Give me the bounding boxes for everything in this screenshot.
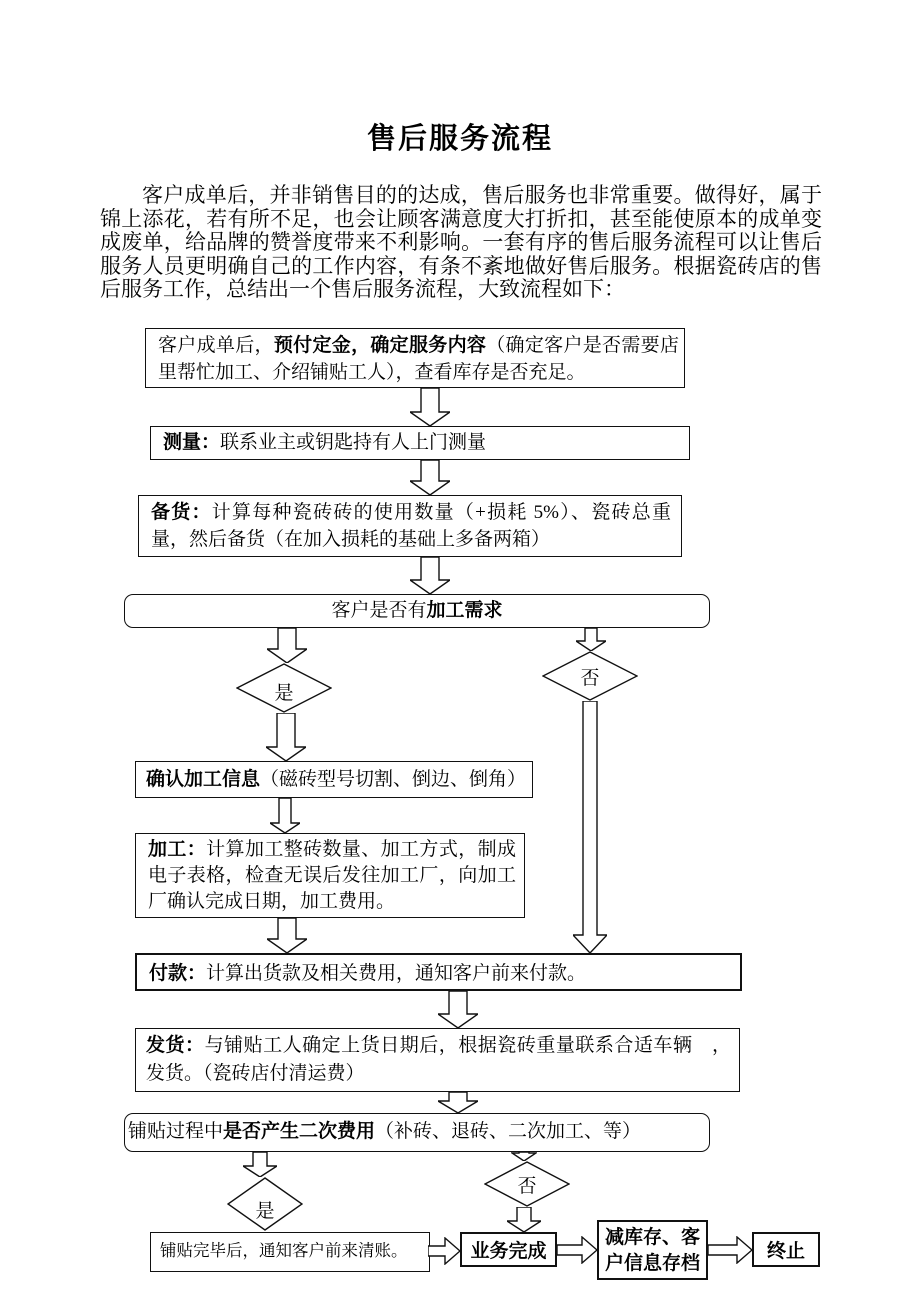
step-measure-text-bold: 测量： — [163, 432, 221, 453]
step-confirm-text-bold: 确认加工信息 — [146, 769, 261, 790]
step-payment-box — [135, 953, 742, 991]
decision-need-processing-box — [124, 594, 710, 628]
step-measure-text-post: 联系业主或钥匙持有人上门测量 — [220, 432, 487, 453]
arrow-measure-to-stock — [410, 460, 450, 495]
step-payment-text-post: 计算出货款及相关费用，通知客户前来付款。 — [206, 963, 587, 984]
step-confirm-text-post: （磁砖型号切割、倒边、倒角） — [260, 769, 527, 790]
step-settle-text: 铺贴完毕后，通知客户前来清账。 — [160, 1241, 408, 1260]
arrow-decision2-to-yes2 — [243, 1152, 277, 1177]
arrow-yes1-to-confirm — [266, 713, 306, 761]
step-end-text: 终止 — [766, 1241, 805, 1262]
decision-secondary-bold: 是否产生二次费用 — [223, 1121, 376, 1142]
step-payment-text-bold: 付款： — [149, 963, 207, 984]
decision-need-processing-pre: 客户是否有 — [331, 600, 427, 621]
step-measure-box — [150, 426, 690, 460]
step-end-box — [752, 1232, 820, 1267]
decision-need-processing-bold: 加工需求 — [426, 600, 503, 621]
arrow-decision-to-no1 — [576, 628, 606, 651]
step-settle-box — [150, 1232, 430, 1272]
step-archive-box — [597, 1220, 708, 1280]
arrow-order-to-measure — [410, 388, 450, 426]
arrow-no1-to-payment — [573, 701, 607, 953]
step-complete-text: 业务完成 — [470, 1241, 547, 1262]
step-confirm-box — [135, 761, 533, 798]
decision-secondary-pre: 铺贴过程中 — [128, 1121, 224, 1142]
arrow-processing-to-payment — [267, 918, 307, 953]
diamond-no2-label: 否 — [517, 1175, 537, 1197]
arrow-archive-to-end — [708, 1236, 752, 1264]
step-shipping-box — [135, 1028, 740, 1092]
arrow-settle-to-complete — [428, 1237, 460, 1265]
step-order-text-bold: 预付定金，确定服务内容 — [273, 335, 487, 356]
arrow-decision-to-yes1 — [267, 628, 307, 663]
step-processing-text-post: 计算加工整砖数量、加工方式，制成电子表格，检查无误后发往加工厂，向加工厂确认完成日期，加工费用。 — [148, 839, 516, 912]
step-stock-text-bold: 备货： — [151, 502, 212, 523]
decision-secondary-cost-box — [124, 1113, 710, 1152]
arrow-confirm-to-processing — [270, 798, 300, 833]
arrow-shipping-to-decision2 — [438, 1092, 478, 1113]
diamond-no1-label: 否 — [580, 667, 600, 689]
arrow-complete-to-archive — [557, 1236, 597, 1264]
step-order-box — [145, 328, 685, 388]
step-shipping-text-bold: 发货： — [146, 1035, 205, 1056]
arrow-payment-to-shipping — [438, 991, 478, 1028]
step-stock-text-post: 计算每种瓷砖砖的使用数量（+损耗 5%）、瓷砖总重量，然后备货（在加入损耗的基础上多备两箱） — [151, 502, 671, 550]
step-order-text-post: （确定客户是否需要店里帮忙加工、介绍铺贴工人），查看库存是否充足。 — [158, 335, 679, 383]
arrow-decision2-to-no2 — [511, 1152, 537, 1161]
page-title: 售后服务流程 — [366, 123, 553, 155]
step-stock-box — [138, 495, 682, 557]
step-processing-text-bold: 加工： — [148, 839, 207, 860]
intro-paragraph: 客户成单后，并非销售目的的达成，售后服务也非常重要。做得好，属于锦上添花，若有所不足，也会让顾客满意度大打折扣，甚至能使原本的成单变成废单，给品牌的赞誉度带来不利影响。一套有序的售后服务流程可以让售后服务人员更明确自己的工作内容，有条不紊地做好售后服务。根据瓷砖店的售后服务工作，总结出一个售后服务流程，大致流程如下： — [100, 183, 822, 302]
decision-secondary-post: （补砖、退砖、二次加工、等） — [375, 1121, 642, 1142]
step-order-text-pre: 客户成单后， — [158, 335, 274, 356]
arrow-stock-to-decision — [410, 557, 450, 594]
step-archive-text: 减库存、客户信息存档 — [604, 1227, 700, 1274]
step-complete-box — [460, 1232, 557, 1267]
diamond-yes2-label: 是 — [255, 1200, 275, 1222]
diamond-yes1-label: 是 — [274, 682, 294, 704]
arrow-no2-to-complete — [507, 1207, 541, 1232]
step-processing-box — [135, 833, 525, 918]
step-shipping-text-post: 与铺贴工人确定上货日期后，根据瓷砖重量联系合适车辆 ，发货。（瓷砖店付清运费） — [146, 1035, 731, 1084]
